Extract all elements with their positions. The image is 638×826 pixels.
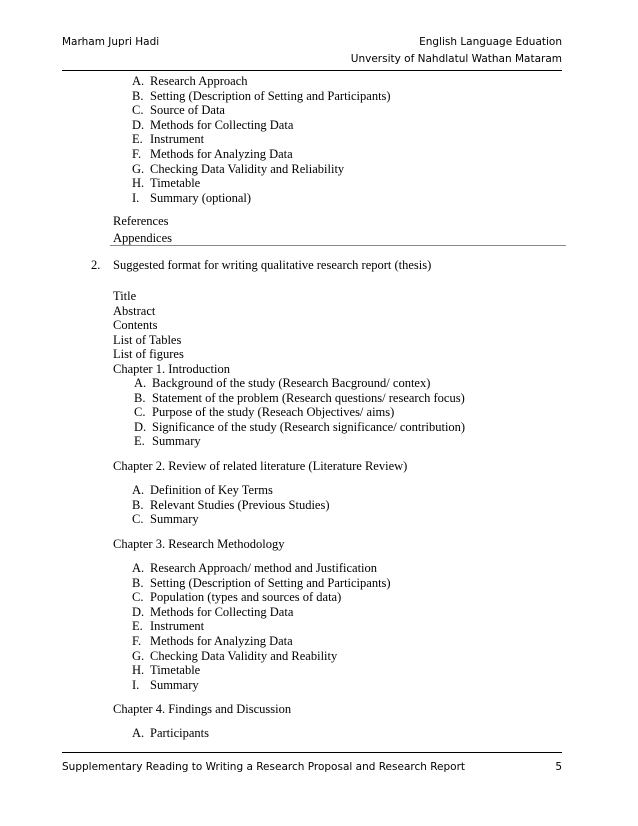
- appendices-label: Appendices: [113, 231, 173, 245]
- chapter2-list: [132, 483, 330, 527]
- list-item: D. Methods for Collecting Data: [132, 117, 294, 132]
- list-item: List of Tables: [113, 332, 182, 347]
- list-item: List of figures: [113, 347, 184, 362]
- chapter1-list: [134, 376, 465, 449]
- list-item: E. Instrument: [132, 619, 205, 634]
- list-item: C. Purpose of the study (Reseach Objectives/ aims): [134, 405, 395, 420]
- list-item: A. Definition of Key Terms: [132, 483, 273, 497]
- list-item: B. Setting (Description of Setting and Participants): [132, 575, 391, 590]
- list-item: Title: [113, 289, 137, 303]
- references-label: References: [113, 214, 169, 228]
- page-number: 5: [555, 761, 562, 773]
- section-divider: [110, 245, 566, 246]
- chapter1-title: Chapter 1. Introduction: [113, 362, 230, 376]
- list-item: H. Timetable: [132, 663, 201, 678]
- front-matter-list: [113, 289, 184, 362]
- list-item: I. Summary: [132, 677, 199, 692]
- item-heading: Suggested format for writing qualitative research report (thesis): [113, 258, 432, 272]
- chapter3-list: [132, 561, 391, 692]
- list-item: H. Timetable: [132, 176, 201, 191]
- list-item: F. Methods for Analyzing Data: [132, 146, 293, 161]
- list-item: B. Relevant Studies (Previous Studies): [132, 497, 330, 512]
- list-item: D. Significance of the study (Research significance/ contribution): [134, 419, 466, 434]
- footer-rule: [62, 752, 562, 753]
- list-item: A. Research Approach/ method and Justification: [132, 561, 378, 575]
- chapter3-title: Chapter 3. Research Methodology: [113, 537, 285, 551]
- list-item: Contents: [113, 318, 158, 333]
- header-department: English Language Eduation: [419, 36, 562, 48]
- list-item: I. Summary (optional): [132, 190, 252, 205]
- list-item: G. Checking Data Validity and Reliability: [132, 161, 345, 176]
- list-item: D. Methods for Collecting Data: [132, 604, 294, 619]
- list-item: Abstract: [113, 303, 156, 318]
- chapter4-list: [132, 726, 209, 741]
- footer-text: Supplementary Reading to Writing a Research Proposal and Research Report: [62, 761, 466, 773]
- list-item: A. Research Approach: [132, 74, 248, 88]
- list-item: C. Source of Data: [132, 103, 225, 118]
- list-item: B. Statement of the problem (Research questions/ research focus): [134, 390, 465, 405]
- chapter2-title: Chapter 2. Review of related literature (Literature Review): [113, 459, 408, 473]
- methodology-list: [132, 74, 391, 205]
- header-rule: [62, 70, 562, 71]
- header-university: Unversity of Nahdlatul Wathan Mataram: [350, 53, 562, 65]
- list-item: C. Summary: [132, 512, 199, 527]
- list-item: B. Setting (Description of Setting and Participants): [132, 88, 391, 103]
- header-author: Marham Jupri Hadi: [62, 36, 160, 48]
- list-item: C. Population (types and sources of data): [132, 590, 342, 605]
- list-item: F. Methods for Analyzing Data: [132, 633, 293, 648]
- list-item: A. Background of the study (Research Bacground/ contex): [134, 376, 431, 390]
- list-item: E. Instrument: [132, 132, 205, 147]
- list-item: A. Participants: [132, 726, 210, 740]
- list-item: G. Checking Data Validity and Reability: [132, 648, 338, 663]
- chapter4-title: Chapter 4. Findings and Discussion: [113, 702, 292, 716]
- list-item: E. Summary: [134, 434, 201, 449]
- item-number: 2.: [91, 258, 101, 272]
